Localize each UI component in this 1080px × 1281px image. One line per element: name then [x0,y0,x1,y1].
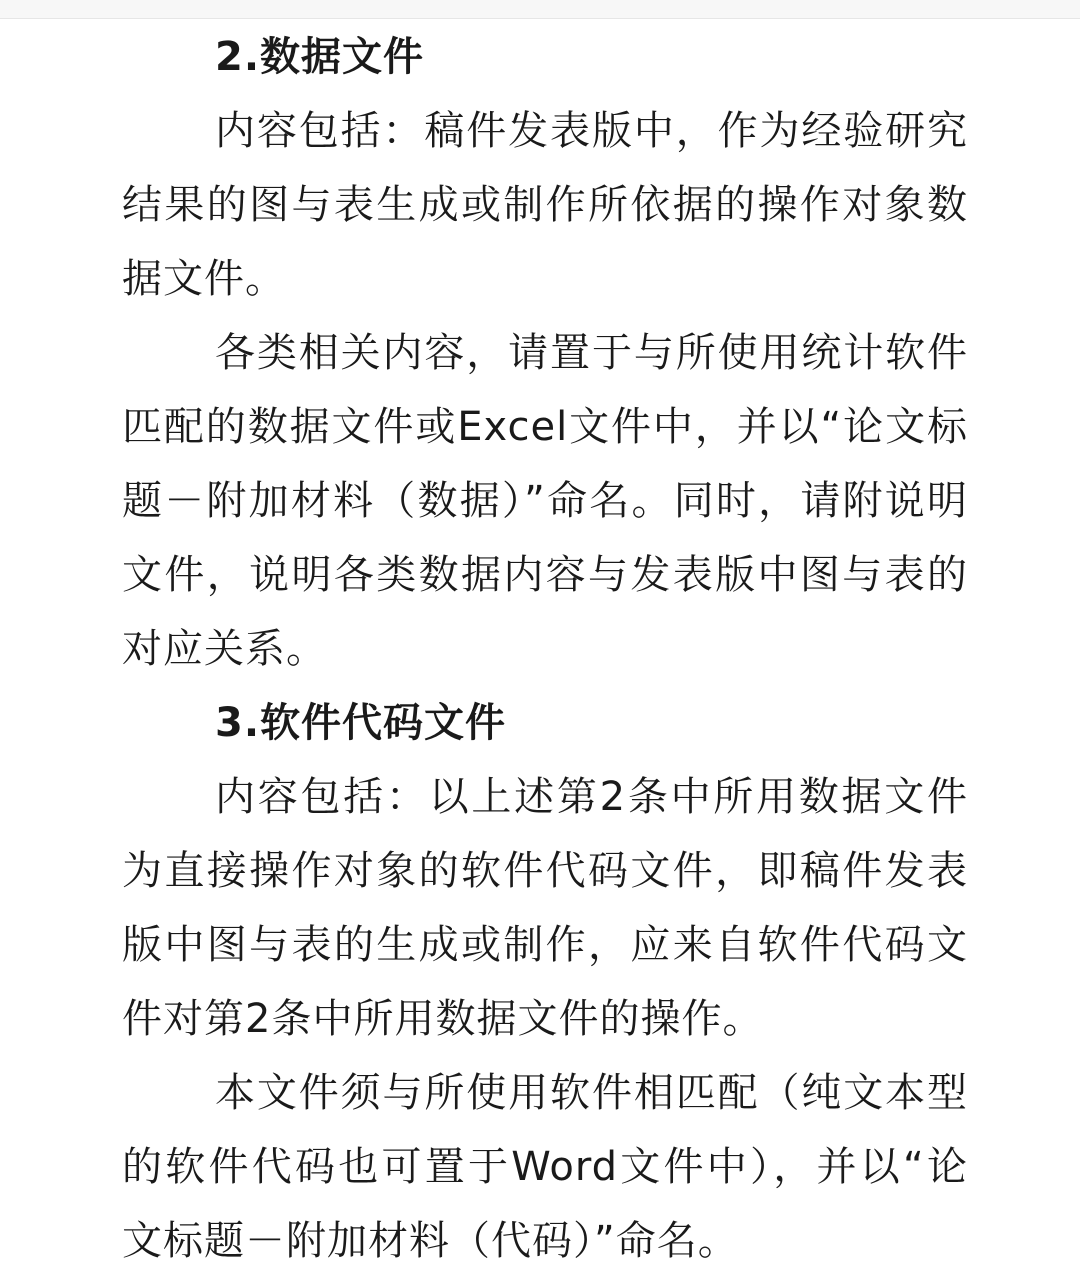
paragraph-code-files-content: 内容包括：以上述第2条中所用数据文件为直接操作对象的软件代码文件，即稿件发表版中图与表的生成或制作，应来自软件代码文件对第2条中所用数据文件的操作。 [122,774,968,1042]
paragraph-data-files-content: 内容包括：稿件发表版中，作为经验研究结果的图与表生成或制作所依据的操作对象数据文件。 [122,108,968,302]
article-body [122,26,968,1278]
section-heading-data-files: 2.数据文件 [215,34,425,80]
paragraph-data-files-naming: 各类相关内容，请置于与所使用统计软件匹配的数据文件或Excel文件中，并以“论文标题－附加材料（数据）”命名。同时，请附说明文件，说明各类数据内容与发表版中图与表的对应关系。 [122,330,968,672]
section-heading-code-files: 3.软件代码文件 [215,700,507,746]
top-divider [0,0,1080,19]
paragraph-code-files-naming: 本文件须与所使用软件相匹配（纯文本型的软件代码也可置于Word文件中），并以“论文标题－附加材料（代码）”命名。 [122,1070,968,1264]
